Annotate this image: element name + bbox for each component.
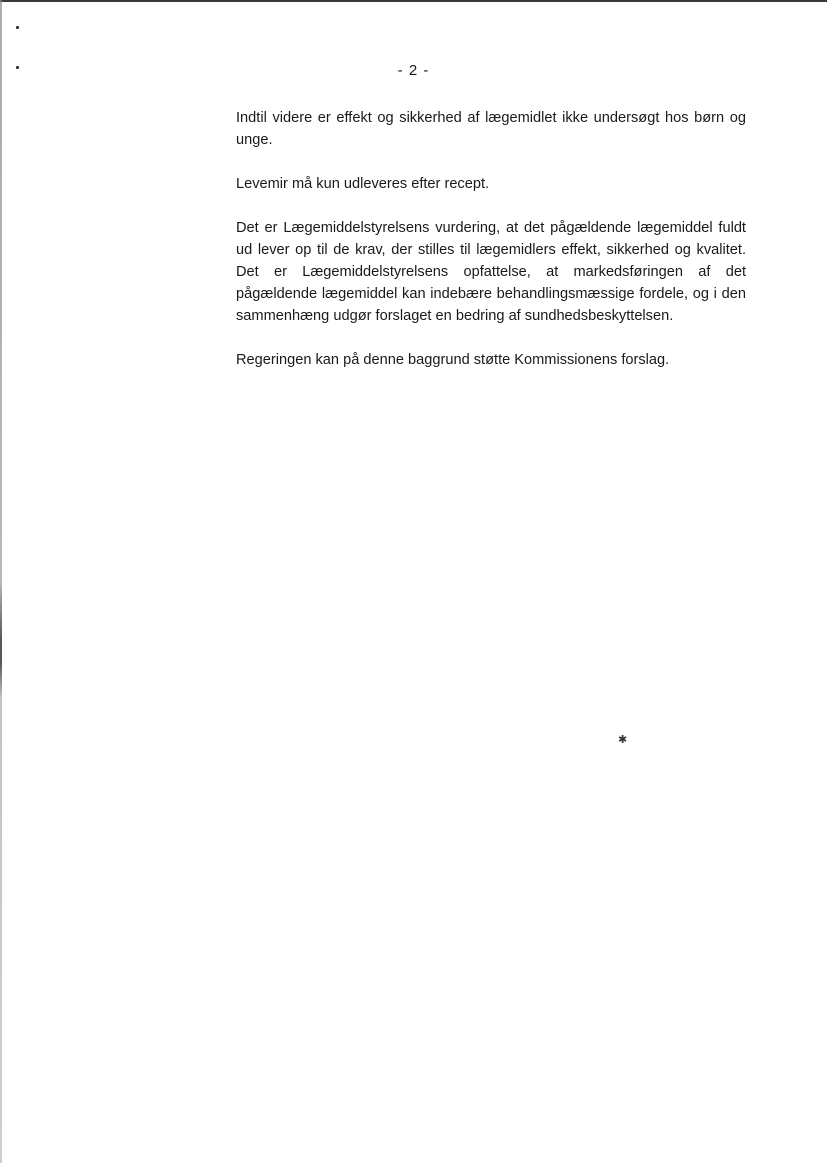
paragraph-government-support: Regeringen kan på denne baggrund støtte Kommissionens forslag. [236, 352, 670, 368]
scan-speck: ✱ [618, 734, 628, 746]
paragraph-prescription: Levemir må kun udleveres efter recept. [236, 176, 490, 192]
scan-top-edge [0, 0, 827, 2]
paragraph-children-safety: Indtil videre er effekt og sikkerhed af lægemidlet ikke undersøgt hos børn og unge. [236, 110, 746, 148]
body-text [236, 107, 746, 393]
paragraph-assessment: Det er Lægemiddelstyrelsens vurdering, at det pågældende lægemiddel fuldt ud lever op til de krav, der stilles til lægemidlers effekt, sikkerhed og kvalitet. Det er Lægemiddelstyrelsens opfattelse, at markedsføringen af det pågældende lægemiddel kan indebære behandlingsmæssige fordele, og i den sammenhæng udgør forslaget en bedring af sundhedsbeskyttelsen. [236, 220, 746, 324]
scan-left-edge [0, 0, 2, 1163]
scan-speck [16, 26, 19, 29]
page-number: - 2 - [397, 62, 430, 79]
